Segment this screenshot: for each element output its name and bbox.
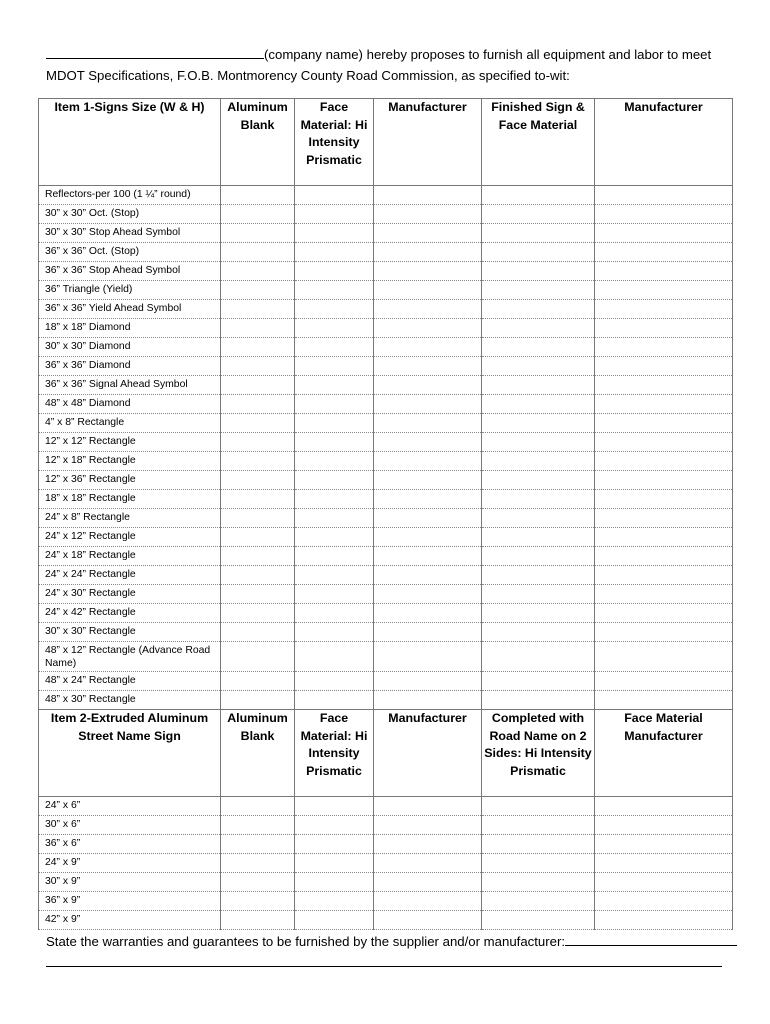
sign-item-label: 30” x 30” Oct. (Stop) <box>39 205 221 224</box>
entry-cell[interactable] <box>482 642 595 672</box>
entry-cell[interactable] <box>221 414 295 433</box>
sign-item-label: 36” x 36” Diamond <box>39 357 221 376</box>
entry-cell[interactable] <box>595 281 733 300</box>
table-row <box>39 623 733 642</box>
entry-cell[interactable] <box>374 835 482 854</box>
table-row <box>39 452 733 471</box>
entry-cell[interactable] <box>221 186 295 205</box>
entry-cell[interactable] <box>482 262 595 281</box>
entry-cell[interactable] <box>221 672 295 691</box>
entry-cell[interactable] <box>595 509 733 528</box>
entry-cell[interactable] <box>482 623 595 642</box>
entry-cell[interactable] <box>221 205 295 224</box>
table-row <box>39 433 733 452</box>
warranty-field[interactable] <box>565 932 737 946</box>
table-row <box>39 642 733 672</box>
entry-cell[interactable] <box>295 873 374 892</box>
entry-cell[interactable] <box>295 911 374 930</box>
entry-cell[interactable] <box>374 338 482 357</box>
entry-cell[interactable] <box>374 528 482 547</box>
table-row <box>39 816 733 835</box>
table-row <box>39 338 733 357</box>
entry-cell[interactable] <box>221 262 295 281</box>
entry-cell[interactable] <box>221 509 295 528</box>
table-row <box>39 509 733 528</box>
entry-cell[interactable] <box>595 911 733 930</box>
entry-cell[interactable] <box>374 262 482 281</box>
street-sign-item-label: 24” x 9” <box>39 854 221 873</box>
entry-cell[interactable] <box>482 433 595 452</box>
entry-cell[interactable] <box>595 585 733 604</box>
entry-cell[interactable] <box>295 691 374 710</box>
header-manufacturer-2: Manufacturer <box>595 99 733 186</box>
entry-cell[interactable] <box>295 205 374 224</box>
intro-paragraph <box>46 44 736 86</box>
table-row <box>39 911 733 930</box>
entry-cell[interactable] <box>295 623 374 642</box>
entry-cell[interactable] <box>482 528 595 547</box>
entry-cell[interactable] <box>374 672 482 691</box>
entry-cell[interactable] <box>374 376 482 395</box>
section2-header-row <box>39 710 733 797</box>
entry-cell[interactable] <box>295 357 374 376</box>
table-row <box>39 471 733 490</box>
entry-cell[interactable] <box>221 357 295 376</box>
table-row <box>39 395 733 414</box>
entry-cell[interactable] <box>595 691 733 710</box>
entry-cell[interactable] <box>595 433 733 452</box>
entry-cell[interactable] <box>295 604 374 623</box>
entry-cell[interactable] <box>374 911 482 930</box>
entry-cell[interactable] <box>482 835 595 854</box>
table-row <box>39 319 733 338</box>
entry-cell[interactable] <box>482 797 595 816</box>
entry-cell[interactable] <box>482 672 595 691</box>
table-row <box>39 547 733 566</box>
entry-cell[interactable] <box>374 186 482 205</box>
entry-cell[interactable] <box>482 205 595 224</box>
intro-line-2: MDOT Specifications, F.O.B. Montmorency County Road Commission, as specified to-wit: <box>46 68 570 83</box>
entry-cell[interactable] <box>374 566 482 585</box>
entry-cell[interactable] <box>595 623 733 642</box>
entry-cell[interactable] <box>295 319 374 338</box>
entry-cell[interactable] <box>221 691 295 710</box>
entry-cell[interactable] <box>482 604 595 623</box>
entry-cell[interactable] <box>595 642 733 672</box>
entry-cell[interactable] <box>295 585 374 604</box>
table-row <box>39 585 733 604</box>
entry-cell[interactable] <box>374 205 482 224</box>
entry-cell[interactable] <box>482 186 595 205</box>
street-sign-item-label: 42” x 9” <box>39 911 221 930</box>
entry-cell[interactable] <box>595 528 733 547</box>
sign-item-label: 30” x 30” Stop Ahead Symbol <box>39 224 221 243</box>
entry-cell[interactable] <box>295 528 374 547</box>
entry-cell[interactable] <box>482 816 595 835</box>
entry-cell[interactable] <box>221 816 295 835</box>
entry-cell[interactable] <box>221 471 295 490</box>
entry-cell[interactable] <box>374 319 482 338</box>
entry-cell[interactable] <box>221 376 295 395</box>
entry-cell[interactable] <box>221 547 295 566</box>
table-row <box>39 376 733 395</box>
entry-cell[interactable] <box>482 319 595 338</box>
entry-cell[interactable] <box>295 262 374 281</box>
entry-cell[interactable] <box>221 835 295 854</box>
entry-cell[interactable] <box>374 243 482 262</box>
entry-cell[interactable] <box>482 585 595 604</box>
entry-cell[interactable] <box>595 338 733 357</box>
header-finished-sign: Finished Sign & Face Material <box>482 99 595 186</box>
sign-item-label: 24” x 30” Rectangle <box>39 585 221 604</box>
table-row <box>39 281 733 300</box>
sign-item-label: 48” x 12” Rectangle (Advance Road Name) <box>39 642 221 672</box>
entry-cell[interactable] <box>374 414 482 433</box>
entry-cell[interactable] <box>295 414 374 433</box>
table-row <box>39 854 733 873</box>
sign-item-label: 12” x 12” Rectangle <box>39 433 221 452</box>
entry-cell[interactable] <box>595 224 733 243</box>
entry-cell[interactable] <box>595 186 733 205</box>
table-row <box>39 357 733 376</box>
entry-cell[interactable] <box>221 892 295 911</box>
entry-cell[interactable] <box>482 854 595 873</box>
sign-item-label: 30” x 30” Rectangle <box>39 623 221 642</box>
entry-cell[interactable] <box>482 357 595 376</box>
entry-cell[interactable] <box>295 672 374 691</box>
table-row <box>39 205 733 224</box>
sign-item-label: 24” x 12” Rectangle <box>39 528 221 547</box>
entry-cell[interactable] <box>295 509 374 528</box>
entry-cell[interactable] <box>482 338 595 357</box>
entry-cell[interactable] <box>295 547 374 566</box>
bid-table <box>38 98 733 930</box>
entry-cell[interactable] <box>221 528 295 547</box>
entry-cell[interactable] <box>295 490 374 509</box>
entry-cell[interactable] <box>295 395 374 414</box>
street-sign-item-label: 36” x 6” <box>39 835 221 854</box>
intro-line-1: (company name) hereby proposes to furnish all equipment and labor to meet <box>264 47 712 62</box>
entry-cell[interactable] <box>295 642 374 672</box>
table-row <box>39 224 733 243</box>
table-row <box>39 835 733 854</box>
sign-item-label: 30” x 30” Diamond <box>39 338 221 357</box>
section1-header-row <box>39 99 733 186</box>
entry-cell[interactable] <box>374 300 482 319</box>
sign-item-label: Reflectors-per 100 (1 ¼” round) <box>39 186 221 205</box>
entry-cell[interactable] <box>595 319 733 338</box>
sign-item-label: 12” x 36” Rectangle <box>39 471 221 490</box>
entry-cell[interactable] <box>221 585 295 604</box>
entry-cell[interactable] <box>595 357 733 376</box>
entry-cell[interactable] <box>295 243 374 262</box>
entry-cell[interactable] <box>595 566 733 585</box>
entry-cell[interactable] <box>482 376 595 395</box>
entry-cell[interactable] <box>482 300 595 319</box>
entry-cell[interactable] <box>595 490 733 509</box>
entry-cell[interactable] <box>595 395 733 414</box>
entry-cell[interactable] <box>221 623 295 642</box>
entry-cell[interactable] <box>295 854 374 873</box>
entry-cell[interactable] <box>374 509 482 528</box>
header-face-material-manufacturer: Face Material Manufacturer <box>595 710 733 797</box>
entry-cell[interactable] <box>374 873 482 892</box>
sign-item-label: 48” x 48” Diamond <box>39 395 221 414</box>
warranty-field-line-2[interactable] <box>46 966 722 967</box>
table-row <box>39 797 733 816</box>
entry-cell[interactable] <box>295 186 374 205</box>
entry-cell[interactable] <box>482 911 595 930</box>
entry-cell[interactable] <box>482 509 595 528</box>
entry-cell[interactable] <box>295 376 374 395</box>
sign-item-label: 48” x 24” Rectangle <box>39 672 221 691</box>
entry-cell[interactable] <box>595 262 733 281</box>
table-row <box>39 243 733 262</box>
entry-cell[interactable] <box>595 376 733 395</box>
sign-item-label: 36” Triangle (Yield) <box>39 281 221 300</box>
entry-cell[interactable] <box>482 691 595 710</box>
entry-cell[interactable] <box>221 854 295 873</box>
entry-cell[interactable] <box>295 892 374 911</box>
entry-cell[interactable] <box>595 816 733 835</box>
entry-cell[interactable] <box>595 414 733 433</box>
entry-cell[interactable] <box>595 892 733 911</box>
street-sign-item-label: 36” x 9” <box>39 892 221 911</box>
entry-cell[interactable] <box>295 471 374 490</box>
entry-cell[interactable] <box>221 281 295 300</box>
entry-cell[interactable] <box>295 452 374 471</box>
street-sign-item-label: 30” x 9” <box>39 873 221 892</box>
entry-cell[interactable] <box>595 604 733 623</box>
entry-cell[interactable] <box>595 452 733 471</box>
table-row <box>39 490 733 509</box>
table-row <box>39 892 733 911</box>
table-row <box>39 604 733 623</box>
table-row <box>39 414 733 433</box>
table-row <box>39 262 733 281</box>
entry-cell[interactable] <box>482 452 595 471</box>
entry-cell[interactable] <box>482 490 595 509</box>
entry-cell[interactable] <box>482 281 595 300</box>
entry-cell[interactable] <box>374 395 482 414</box>
sign-item-label: 36” x 36” Yield Ahead Symbol <box>39 300 221 319</box>
entry-cell[interactable] <box>374 433 482 452</box>
entry-cell[interactable] <box>295 433 374 452</box>
table-row <box>39 528 733 547</box>
entry-cell[interactable] <box>221 338 295 357</box>
table-row <box>39 186 733 205</box>
entry-cell[interactable] <box>374 452 482 471</box>
entry-cell[interactable] <box>595 797 733 816</box>
header-face-material: Face Material: Hi Intensity Prismatic <box>295 710 374 797</box>
sign-item-label: 12” x 18” Rectangle <box>39 452 221 471</box>
entry-cell[interactable] <box>482 547 595 566</box>
entry-cell[interactable] <box>295 281 374 300</box>
entry-cell[interactable] <box>595 672 733 691</box>
entry-cell[interactable] <box>374 797 482 816</box>
entry-cell[interactable] <box>295 224 374 243</box>
entry-cell[interactable] <box>595 854 733 873</box>
entry-cell[interactable] <box>374 471 482 490</box>
sign-item-label: 24” x 8” Rectangle <box>39 509 221 528</box>
entry-cell[interactable] <box>221 395 295 414</box>
entry-cell[interactable] <box>374 585 482 604</box>
entry-cell[interactable] <box>295 300 374 319</box>
entry-cell[interactable] <box>295 835 374 854</box>
entry-cell[interactable] <box>221 452 295 471</box>
warranty-text: State the warranties and guarantees to be furnished by the supplier and/or manufacturer: <box>46 934 566 949</box>
entry-cell[interactable] <box>374 490 482 509</box>
entry-cell[interactable] <box>374 854 482 873</box>
entry-cell[interactable] <box>295 338 374 357</box>
entry-cell[interactable] <box>221 490 295 509</box>
entry-cell[interactable] <box>482 243 595 262</box>
street-sign-item-label: 24” x 6” <box>39 797 221 816</box>
entry-cell[interactable] <box>374 623 482 642</box>
sign-item-label: 36” x 36” Oct. (Stop) <box>39 243 221 262</box>
table-row <box>39 691 733 710</box>
header-aluminum-blank: Aluminum Blank <box>221 710 295 797</box>
header-manufacturer: Manufacturer <box>374 99 482 186</box>
entry-cell[interactable] <box>482 224 595 243</box>
entry-cell[interactable] <box>221 433 295 452</box>
sign-item-label: 24” x 18” Rectangle <box>39 547 221 566</box>
entry-cell[interactable] <box>374 357 482 376</box>
header-aluminum-blank: Aluminum Blank <box>221 99 295 186</box>
entry-cell[interactable] <box>595 835 733 854</box>
entry-cell[interactable] <box>595 873 733 892</box>
company-name-field[interactable] <box>46 45 264 59</box>
entry-cell[interactable] <box>221 300 295 319</box>
entry-cell[interactable] <box>374 816 482 835</box>
header-manufacturer: Manufacturer <box>374 710 482 797</box>
header-face-material: Face Material: Hi Intensity Prismatic <box>295 99 374 186</box>
header-completed-road-name: Completed with Road Name on 2 Sides: Hi Intensity Prismatic <box>482 710 595 797</box>
entry-cell[interactable] <box>374 224 482 243</box>
entry-cell[interactable] <box>295 797 374 816</box>
street-sign-item-label: 30” x 6” <box>39 816 221 835</box>
header-item2-street-sign: Item 2-Extruded Aluminum Street Name Sign <box>39 710 221 797</box>
table-row <box>39 672 733 691</box>
sign-item-label: 36” x 36” Stop Ahead Symbol <box>39 262 221 281</box>
entry-cell[interactable] <box>221 642 295 672</box>
entry-cell[interactable] <box>374 892 482 911</box>
entry-cell[interactable] <box>482 414 595 433</box>
table-row <box>39 873 733 892</box>
entry-cell[interactable] <box>221 224 295 243</box>
entry-cell[interactable] <box>595 300 733 319</box>
entry-cell[interactable] <box>221 797 295 816</box>
entry-cell[interactable] <box>482 873 595 892</box>
sign-item-label: 18” x 18” Rectangle <box>39 490 221 509</box>
warranty-prompt <box>46 931 737 953</box>
entry-cell[interactable] <box>374 642 482 672</box>
sign-item-label: 24” x 42” Rectangle <box>39 604 221 623</box>
entry-cell[interactable] <box>221 319 295 338</box>
entry-cell[interactable] <box>595 471 733 490</box>
entry-cell[interactable] <box>482 395 595 414</box>
header-item1-signs: Item 1-Signs Size (W & H) <box>39 99 221 186</box>
entry-cell[interactable] <box>595 547 733 566</box>
entry-cell[interactable] <box>221 604 295 623</box>
entry-cell[interactable] <box>595 243 733 262</box>
entry-cell[interactable] <box>374 604 482 623</box>
sign-item-label: 24” x 24” Rectangle <box>39 566 221 585</box>
entry-cell[interactable] <box>221 566 295 585</box>
entry-cell[interactable] <box>482 471 595 490</box>
sign-item-label: 18” x 18” Diamond <box>39 319 221 338</box>
entry-cell[interactable] <box>374 547 482 566</box>
entry-cell[interactable] <box>482 566 595 585</box>
entry-cell[interactable] <box>295 816 374 835</box>
entry-cell[interactable] <box>221 873 295 892</box>
entry-cell[interactable] <box>482 892 595 911</box>
entry-cell[interactable] <box>221 243 295 262</box>
sign-item-label: 4” x 8” Rectangle <box>39 414 221 433</box>
entry-cell[interactable] <box>595 205 733 224</box>
table-row <box>39 300 733 319</box>
sign-item-label: 36” x 36” Signal Ahead Symbol <box>39 376 221 395</box>
table-row <box>39 566 733 585</box>
entry-cell[interactable] <box>221 911 295 930</box>
entry-cell[interactable] <box>374 691 482 710</box>
entry-cell[interactable] <box>295 566 374 585</box>
entry-cell[interactable] <box>374 281 482 300</box>
sign-item-label: 48” x 30” Rectangle <box>39 691 221 710</box>
